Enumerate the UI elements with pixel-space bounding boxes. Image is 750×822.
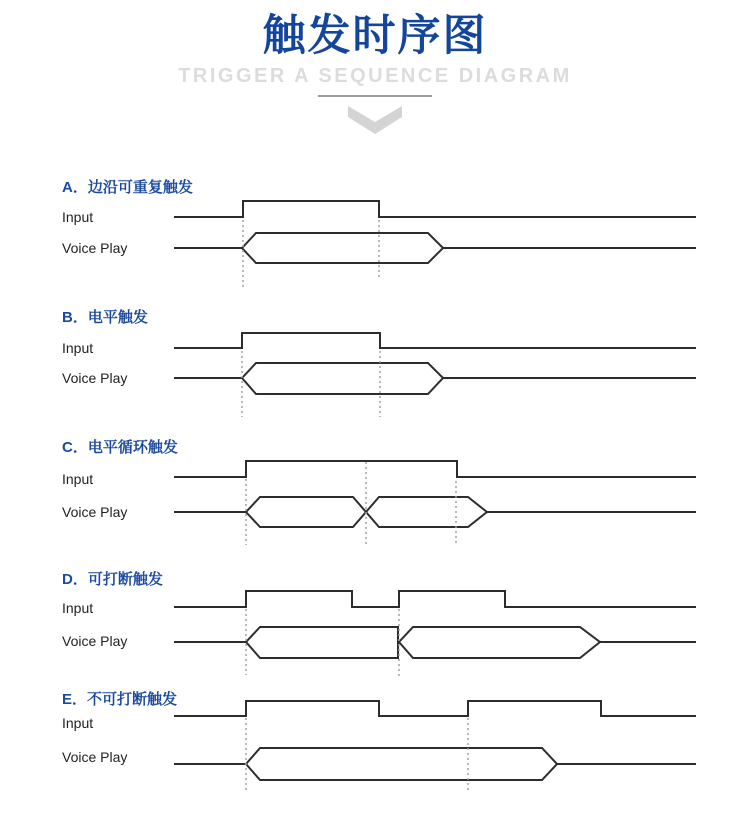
section-b-voice-play-waveform (175, 363, 695, 378)
section-a-input-label: Input (62, 209, 94, 225)
section-c-input-waveform (175, 461, 695, 477)
page-title: 触发时序图 (262, 12, 488, 60)
section-c-title: C．电平循环触发 (62, 439, 178, 456)
section-d-voice-play-label: Voice Play (62, 633, 128, 649)
section-d-voice-play-waveform (399, 627, 695, 642)
page-subtitle: TRIGGER A SEQUENCE DIAGRAM (178, 65, 572, 88)
section-b-title: B．电平触发 (62, 309, 148, 326)
section-d-input-waveform (175, 591, 695, 607)
section-e-voice-play-label: Voice Play (62, 749, 128, 765)
section-e-input-label: Input (62, 715, 94, 731)
section-e-title: E．不可打断触发 (62, 691, 178, 708)
section-a-voice-play-label: Voice Play (62, 240, 128, 256)
section-a-title: A．边沿可重复触发 (62, 179, 193, 196)
section-a-voice-play-waveform (175, 233, 695, 248)
section-c-voice-play-waveform (175, 497, 695, 527)
section-a-voice-play-waveform (242, 248, 443, 263)
section-d-input-label: Input (62, 600, 94, 616)
section-b-input-label: Input (62, 340, 94, 356)
section-c-voice-play-label: Voice Play (62, 504, 128, 520)
section-b-voice-play-label: Voice Play (62, 370, 128, 386)
section-c-input-label: Input (62, 471, 94, 487)
section-b-input-waveform (175, 333, 695, 348)
section-e-input-waveform (175, 701, 695, 716)
section-d-title: D．可打断触发 (62, 571, 163, 588)
section-e-voice-play-waveform (246, 764, 557, 780)
section-e-voice-play-waveform (175, 748, 695, 764)
section-a-input-waveform (175, 201, 695, 217)
section-d-voice-play-waveform (399, 642, 600, 658)
section-b-voice-play-waveform (242, 378, 443, 394)
section-d-voice-play-waveform (175, 627, 398, 658)
